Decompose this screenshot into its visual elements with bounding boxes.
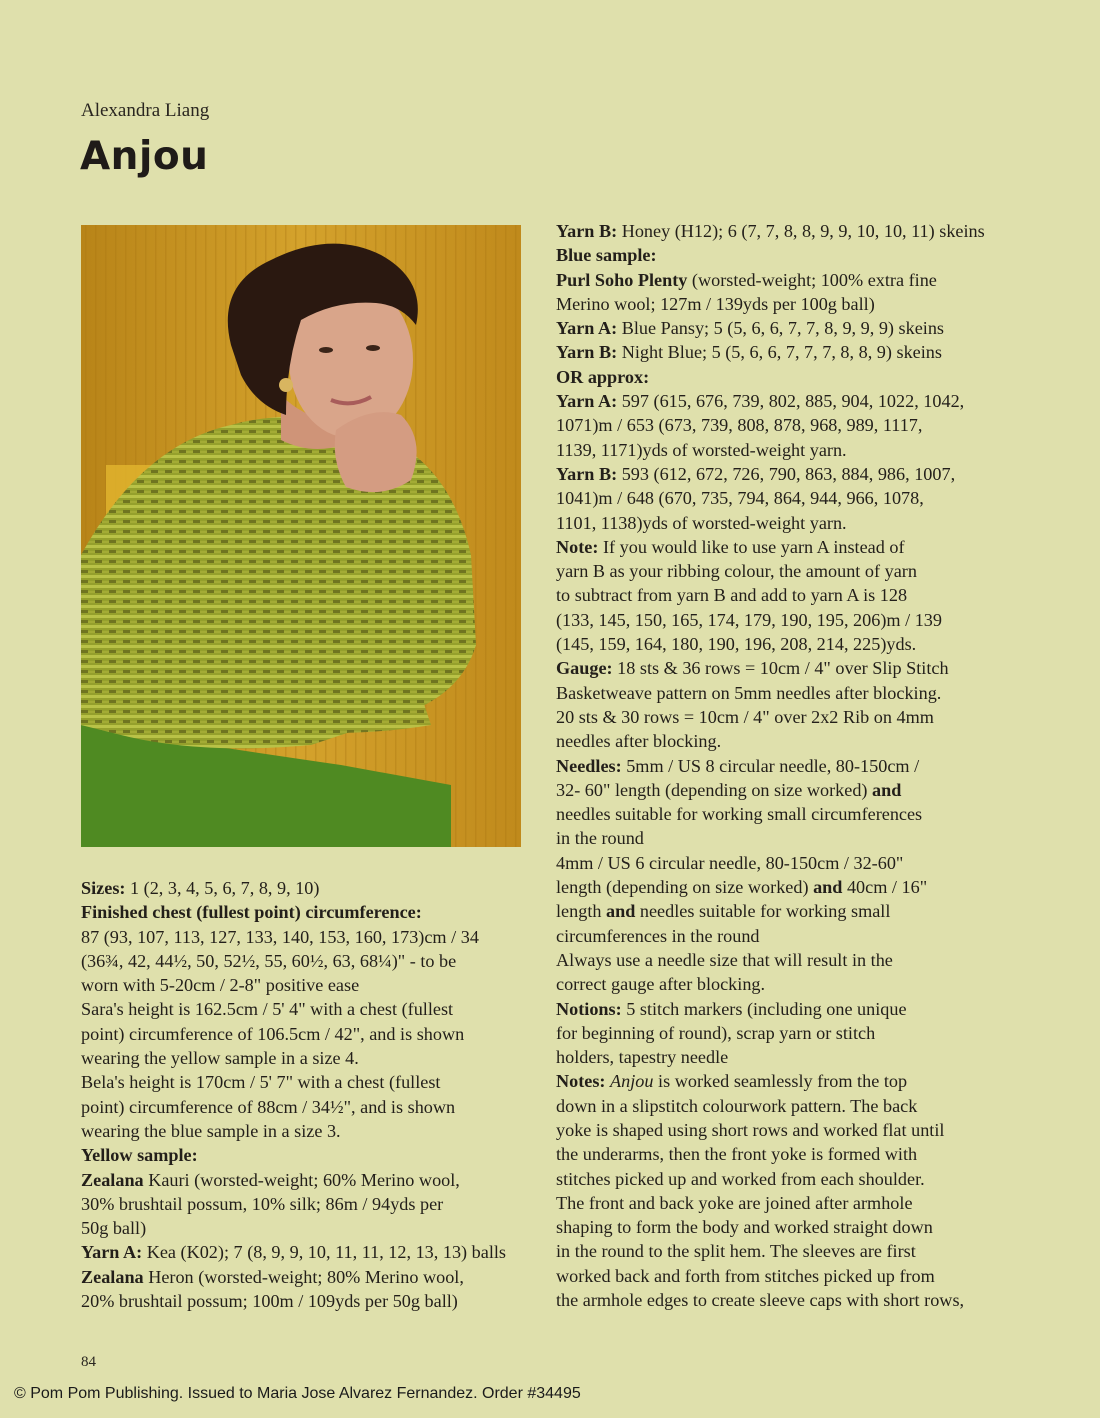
text-line: shaping to form the body and worked straight down — [556, 1217, 933, 1238]
text-line: the armhole edges to create sleeve caps with short rows, — [556, 1290, 965, 1311]
text-line: the underarms, then the front yoke is formed with — [556, 1144, 918, 1165]
text-line: needles suitable for working small circumferences — [556, 804, 923, 825]
text-line: circumferences in the round — [556, 925, 760, 946]
text-line: length (depending on size worked) and 40cm / 16" — [556, 877, 928, 898]
text-line: Sara's height is 162.5cm / 5' 4" with a chest (fullest — [81, 999, 454, 1020]
text-line: 1071)m / 653 (673, 739, 808, 878, 968, 989, 1117, — [556, 415, 923, 436]
text-line: 20% brushtail possum; 100m / 109yds per 50g ball) — [81, 1291, 458, 1312]
text-line: 30% brushtail possum, 10% silk; 86m / 94yds per — [81, 1193, 444, 1214]
text-line: point) circumference of 88cm / 34½", and is shown — [81, 1096, 456, 1117]
text-line: (145, 159, 164, 180, 190, 196, 208, 214, 225)yds. — [556, 634, 917, 655]
text-line: in the round — [556, 828, 644, 849]
yarn-brand-line: Zealana Kauri (worsted-weight; 60% Merino wool, — [81, 1169, 460, 1190]
gauge-line: Gauge: 18 sts & 36 rows = 10cm / 4" over Slip Stitch — [556, 658, 949, 679]
text-line: The front and back yoke are joined after armhole — [556, 1192, 913, 1213]
notes-line: Notes: Anjou is worked seamlessly from the top — [556, 1071, 908, 1092]
text-line: Basketweave pattern on 5mm needles after blocking. — [556, 682, 942, 703]
text-line: 87 (93, 107, 113, 127, 133, 140, 153, 160, 173)cm / 34 — [81, 926, 479, 947]
yarn-b-amount-line: Yarn B: 593 (612, 672, 726, 790, 863, 884, 986, 1007, — [556, 463, 956, 484]
text-line: worked back and forth from stitches picked up from — [556, 1265, 935, 1286]
text-line: Bela's height is 170cm / 5' 7" with a chest (fullest — [81, 1072, 441, 1093]
note-line: Note: If you would like to use yarn A instead of — [556, 536, 905, 557]
text-line: 20 sts & 30 rows = 10cm / 4" over 2x2 Rib on 4mm — [556, 706, 934, 727]
text-line: Merino wool; 127m / 139yds per 100g ball) — [556, 293, 875, 314]
text-line: (133, 145, 150, 165, 174, 179, 190, 195, 206)m / 139 — [556, 609, 942, 630]
text-line: in the round to the split hem. The sleeves are first — [556, 1241, 916, 1262]
yarn-b-line: Yarn B: Honey (H12); 6 (7, 7, 8, 8, 9, 9, 10, 10, 11) skeins — [556, 221, 985, 241]
text-line: point) circumference of 106.5cm / 42", and is shown — [81, 1023, 465, 1044]
yellow-sample-heading: Yellow sample: — [81, 1145, 198, 1166]
sizes-line: Sizes: 1 (2, 3, 4, 5, 6, 7, 8, 9, 10) — [81, 878, 320, 898]
text-line: wearing the yellow sample in a size 4. — [81, 1048, 359, 1069]
blue-sample-heading: Blue sample: — [556, 245, 657, 266]
text-line: (36¾, 42, 44½, 50, 52½, 55, 60½, 63, 68¼)" - to be — [81, 950, 457, 971]
text-line: down in a slipstitch colourwork pattern. The back — [556, 1095, 918, 1116]
page-number: 84 — [81, 1354, 96, 1370]
model-photo — [81, 225, 521, 847]
text-line: 50g ball) — [81, 1218, 147, 1239]
text-line: 1139, 1171)yds of worsted-weight yarn. — [556, 439, 847, 460]
text-line: for beginning of round), scrap yarn or stitch — [556, 1022, 876, 1043]
text-line: worn with 5-20cm / 2-8" positive ease — [81, 975, 360, 996]
copyright-notice: © Pom Pom Publishing. Issued to Maria Jose Alvarez Fernandez. Order #34495 — [14, 1385, 581, 1402]
author-name: Alexandra Liang — [81, 100, 210, 121]
right-column-text — [556, 219, 996, 1312]
notions-line: Notions: 5 stitch markers (including one unique — [556, 998, 907, 1019]
needles-line: Needles: 5mm / US 8 circular needle, 80-150cm / — [556, 755, 920, 776]
text-line: to subtract from yarn B and add to yarn A is 128 — [556, 585, 908, 606]
photo-illustration — [81, 225, 521, 847]
yarn-brand-line: Zealana Heron (worsted-weight; 80% Merino wool, — [81, 1266, 464, 1287]
text-line: yarn B as your ribbing colour, the amount of yarn — [556, 561, 917, 582]
text-line: 32- 60" length (depending on size worked) and — [556, 779, 902, 800]
pattern-title: Anjou — [80, 134, 209, 179]
yarn-brand-line: Purl Soho Plenty (worsted-weight; 100% extra fine — [556, 269, 937, 290]
text-line: length and needles suitable for working small — [556, 901, 891, 922]
yarn-b-line: Yarn B: Night Blue; 5 (5, 6, 6, 7, 7, 7, 8, 8, 9) skeins — [556, 342, 942, 363]
chest-heading: Finished chest (fullest point) circumference: — [81, 902, 422, 923]
text-line: 4mm / US 6 circular needle, 80-150cm / 32-60" — [556, 852, 904, 873]
text-line: holders, tapestry needle — [556, 1047, 729, 1068]
yarn-a-line: Yarn A: Blue Pansy; 5 (5, 6, 6, 7, 7, 8, 9, 9, 9) skeins — [556, 318, 945, 339]
text-line: wearing the blue sample in a size 3. — [81, 1120, 341, 1141]
or-approx-heading: OR approx: — [556, 366, 650, 387]
text-line: stitches picked up and worked from each shoulder. — [556, 1168, 925, 1189]
text-line: 1041)m / 648 (670, 735, 794, 864, 944, 966, 1078, — [556, 488, 924, 509]
yarn-a-amount-line: Yarn A: 597 (615, 676, 739, 802, 885, 904, 1022, 1042, — [556, 391, 965, 412]
yarn-a-line: Yarn A: Kea (K02); 7 (8, 9, 9, 10, 11, 11, 12, 13, 13) balls — [81, 1242, 507, 1263]
text-line: correct gauge after blocking. — [556, 974, 766, 995]
left-column-text — [81, 876, 531, 1313]
text-line: needles after blocking. — [556, 731, 722, 752]
text-line: yoke is shaped using short rows and worked flat until — [556, 1119, 945, 1140]
text-line: 1101, 1138)yds of worsted-weight yarn. — [556, 512, 847, 533]
text-line: Always use a needle size that will result in the — [556, 949, 893, 970]
